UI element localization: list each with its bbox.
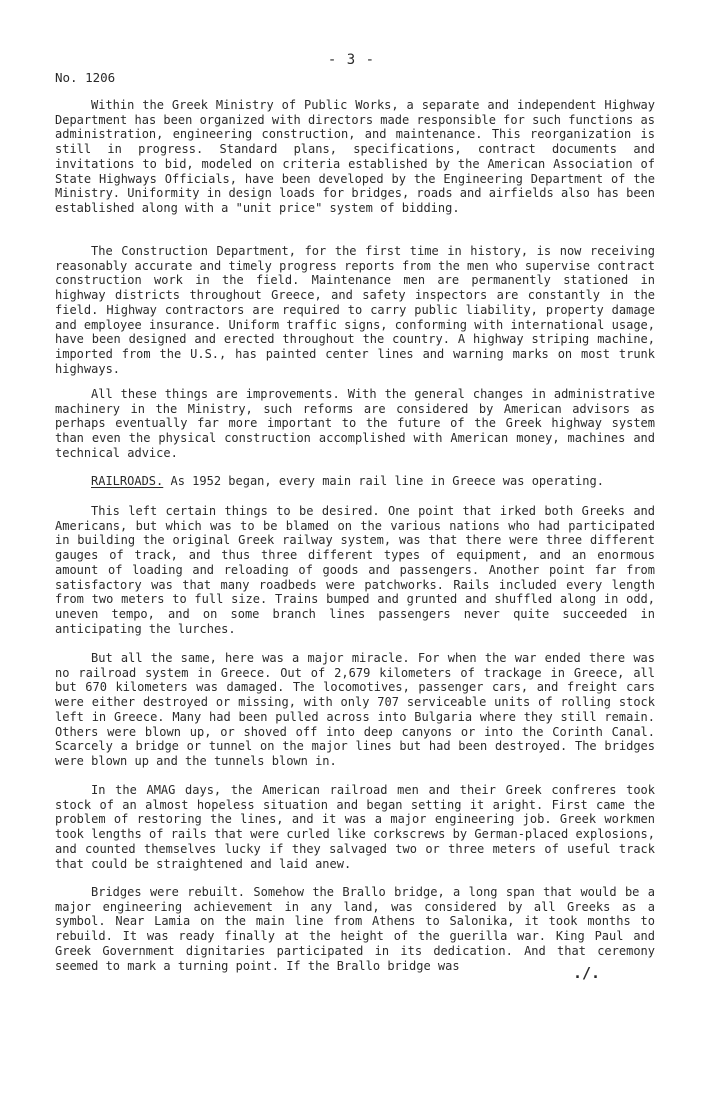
paragraph-major-miracle: But all the same, here was a major miracle. For when the war ended there was no railroad system in Greece. Out of 2,679 kilometers of trackage in Greece, all but 670 kilometers was damaged. The locomotives, passenger cars, and freight cars were either destroyed or missing, with only 707 serviceable units of rolling stock left in Greece. Many had been pulled across into Bulgaria where they still remain. Others were blown up, or shoved off into deep canyons or into the Corinth Canal. Scarcely a bridge or tunnel on the major lines but had been destroyed. The bridges were blown up and the tunnels blown in. [55,651,655,768]
paragraph-railroads-intro [55,474,655,489]
railroads-heading: RAILROADS. [91,474,164,488]
paragraph-gauges: This left certain things to be desired. One point that irked both Greeks and Americans, but which was to be blamed on the various nations who had participated in building the original Greek railway system, was that there were three different gauges of track, and thus three different types of equipment, and an enormous amount of loading and reloading of goods and passengers. Another point far from satisfactory was that many roadbeds were patchworks. Rails included every length from two meters to full size. Trains bumped and grunted and shuffled along in odd, uneven tempo, and on some branch lines passengers never quite succeeded in anticipating the lurches. [55,504,655,636]
railroads-intro-text: As 1952 began, every main rail line in Greece was operating. [163,474,604,488]
continuation-mark: ./. [573,964,601,982]
page-number: - 3 - [327,52,376,68]
paragraph-brallo-bridge: Bridges were rebuilt. Somehow the Brallo bridge, a long span that would be a major engineering achievement in any land, was considered by all Greeks as a symbol. Near Lamia on the main line from Athens to Salonika, it took months to rebuild. It was ready finally at the height of the guerilla war. King Paul and Greek Government dignitaries participated in its dedication. And that ceremony seemed to mark a turning point. If the Brallo bridge was [55,885,655,973]
paragraph-highway-department: Within the Greek Ministry of Public Works, a separate and independent Highway Department has been organized with directors made responsible for such functions as administration, engineering construction, and maintenance. This reorganization is still in progress. Standard plans, specifications, contract documents and invitations to bid, modeled on criteria established by the American Association of State Highways Officials, have been developed by the Engineering Department of the Ministry. Uniformity in design loads for bridges, roads and airfields also has been established along with a "unit price" system of bidding. [55,98,655,215]
paragraph-improvements: All these things are improvements. With the general changes in administrative machinery in the Ministry, such reforms are considered by American advisors as perhaps eventually far more important to the future of the Greek highway system than even the physical construction accomplished with American money, machines and technical advice. [55,387,655,460]
paragraph-amag-days: In the AMAG days, the American railroad men and their Greek confreres took stock of an almost hopeless situation and began setting it aright. First came the problem of restoring the lines, and it was a major engineering job. Greek workmen took lengths of rails that were curled like corkscrews by German-placed explosions, and counted themselves lucky if they salvaged two or three meters of useful track that could be straightened and laid anew. [55,783,655,871]
paragraph-construction-department: The Construction Department, for the first time in history, is now receiving reasonably accurate and timely progress reports from the men who supervise contract construction work in the field. Maintenance men are permanently stationed in highway districts throughout Greece, and safety inspectors are constantly in the field. Highway contractors are required to carry public liability, property damage and employee insurance. Uniform traffic signs, conforming with international usage, have been designed and erected throughout the country. A highway striping machine, imported from the U.S., has painted center lines and warning marks on most trunk highways. [55,244,655,376]
document-number: No. 1206 [55,70,116,85]
